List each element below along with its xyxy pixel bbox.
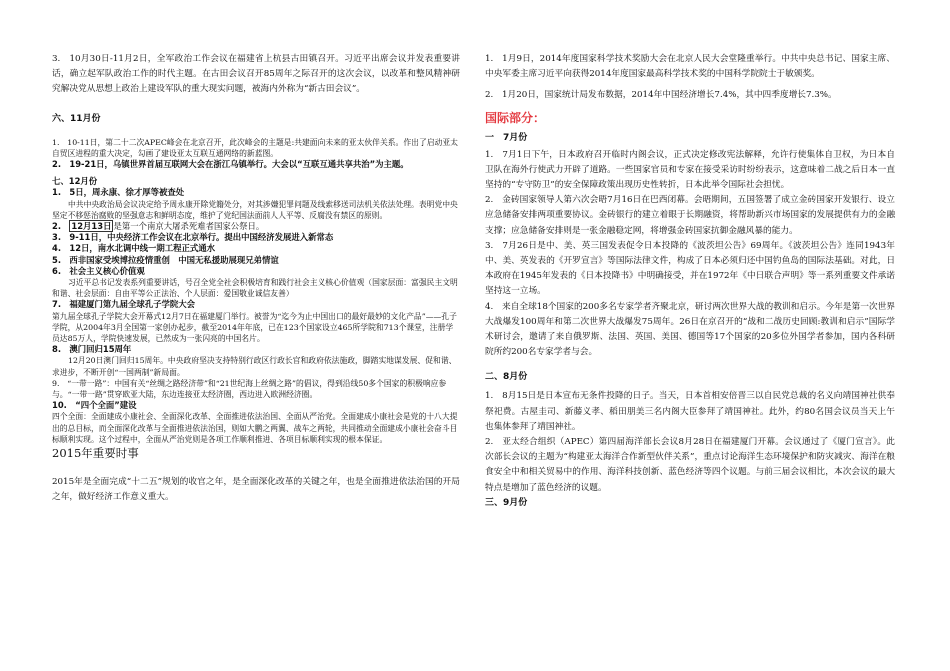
dec-item-2-date: 12月13日 xyxy=(71,221,112,232)
dec-item-4: 4. 12日，南水北调中线一期工程正式通水 xyxy=(52,243,216,254)
dec-item-10-title: 10. “四个全面”建设 xyxy=(52,400,137,411)
jul-item-1: 1. 7月1日下午，日本政府召开临时内阁会议，正式决定修改宪法解释，允许行使集体自卫权，为日本自卫队在海外行使武力开辟了道路。一些国家官员和专家在接受采访时纷纷表示，这意味着二战之后日本一直坚持的“专守防卫”的安全保障政策出现历史性转折，日本此举令国际社会担忧。 xyxy=(485,149,895,191)
left-column xyxy=(52,52,460,506)
nov-heading: 六、11月份 xyxy=(52,113,101,124)
dec-item-9: 9. “一带一路”：中国有关“丝绸之路经济带”和“21世纪海上丝绸之路”的倡议，得到沿线50多个国家的积极响应参与。“一带一路”贯穿欧亚大陆，东边连接亚太经济圈，西边进入欧洲经济圈。 xyxy=(52,378,447,400)
nov-item-1: 1. 10-11日，第二十二次APEC峰会在北京召开，此次峰会的主题是:共建面向未来的亚太伙伴关系。作出了启动亚太自贸区进程的重大决定，勾画了建设亚太互联互通网络的新蓝图。 xyxy=(52,137,458,158)
dec-item-7-title: 7. 福建厦门第九届全球孔子学院大会 xyxy=(52,299,196,310)
jan-item-1: 1. 1月9日，2014年度国家科学技术奖励大会在北京人民大会堂隆重举行。中共中央总书记、国家主席、中央军委主席习近平向获得2014年度国家最高科学技术奖的中国科学院院士于敏颁奖。 xyxy=(485,54,895,80)
jul-item-3: 3. 7月26日是中、美、英三国发表促令日本投降的《波茨坦公告》69周年。《波茨坦公告》连同1943年中、美、英发表的《开罗宣言》等国际法律文件，构成了日本必须归还中国钓鱼岛的国际法基础。对此，日本政府在1945年发表的《日本投降书》中明确接受，并在1972年《中日联合声明》等一系列重要文件承诺坚持这一立场。 xyxy=(485,240,895,297)
aug-item-2: 2. 亚太经合组织（APEC）第四届海洋部长会议8月28日在福建厦门开幕。会议通过了《厦门宣言》。此次部长会议的主题为“构建亚太海洋合作新型伙伴关系”，重点讨论海洋生态环境保护和防灾减灾、海洋在粮食安全中和相关贸易中的作用、海洋科技创新、蓝色经济等四个议题。与前三届会议相比，本次会议的最大特点是增加了蓝色经济的议题。 xyxy=(485,437,895,493)
dec-item-2-text: 是第一个南京大屠杀死难者国家公祭日。 xyxy=(113,221,265,232)
intl-heading: 国际部分： xyxy=(485,110,546,125)
aug-heading: 二、8月份 xyxy=(485,372,528,383)
jul-item-4: 4. 来自全球18个国家的200多名专家学者齐聚北京，研讨两次世界大战的教训和启示。今年是第一次世界大战爆发100周年和第二次世界大战爆发75周年。26日在京召开的“战和二战历史回顾:教训和启示”国际学术研讨会，邀请了来自俄罗斯、法国、英国、美国、德国等17个国家的20多位外国学者参加，国内各科研院所约200名专家学者与会。 xyxy=(485,301,895,358)
dec-item-8-text: 12月20日澳门回归15周年。中央政府坚决支持特别行政区行政长官和政府依法施政，脚踏实地谋发展、促和谐、求进步，不断开创“一国两制”新局面。 xyxy=(52,356,457,377)
nov-item-2: 2. 19-21日，乌镇世界首届互联网大会在浙江乌镇举行。大会以“互联互通共享共治”为主题。 xyxy=(52,159,409,170)
dec-item-2: 2. 12月13日 是第一个南京大屠杀死难者国家公祭日。 xyxy=(52,221,265,232)
dec-item-3: 3. 9-11日，中央经济工作会议在北京举行。提出中国经济发展进入新常态 xyxy=(52,232,334,243)
jan-item-2: 2. 1月20日，国家统计局发布数据，2014年中国经济增长7.4%，其中四季度增长7.3%。 xyxy=(485,90,837,101)
oct-item-3: 3. 10月30日-11月2日，全军政治工作会议在福建省上杭县古田镇召开。习近平出席会议并发表重要讲话，确立起军队政治工作的时代主题。在古田会议召开85周年之际召开的这次会议，以改革和整风精神研究解决党从思想上政治上建设军队的重大现实问题，被海内外称为“新古田会议”。 xyxy=(52,54,460,95)
dec-item-1-text: 中共中央政治局会议决定给予周永康开除党籍处分，对其涉嫌犯罪问题及线索移送司法机关依法处理。表明党中央坚定不移惩治腐败的坚强意志和鲜明态度，维护了党纪国法面前人人平等、反腐没有禁区的原则。 xyxy=(52,199,458,220)
aug-item-1: 1. 8月15日是日本宣布无条件投降的日子。当天，日本首相安倍晋三以自民党总裁的名义向靖国神社供奉祭祀费。古屋圭司、新藤义孝、稻田朋美三名内阁大臣参拜了靖国神社。此外，约80名国会议员当天上午也集体参拜了靖国神社。 xyxy=(485,391,895,432)
dec-item-7-text: 第九届全球孔子学院大会开幕式12月7日在福建厦门举行。被誉为“迄今为止中国出口的最好最妙的文化产品”——孔子学院，从2004年3月全国第一家创办起步，截至2014年年底，已在123个国家设立465所学院和713个课堂，注册学员达85万人，学院快速发展，已然成为一张闪亮的中国名片。 xyxy=(52,311,457,344)
dec-item-1-title: 1. 5日，周永康、徐才厚等被查处 xyxy=(52,187,185,198)
year-2015-text: 2015年是全面完成“十二五”规划的收官之年，是全面深化改革的关键之年，也是全面推进依法治国的开局之年，做好经济工作意义重大。 xyxy=(52,477,460,503)
dec-item-6-text: 习近平总书记发表系列重要讲话，号召全党全社会积极培育和践行社会主义核心价值观（国家层面：富强民主文明和谐、社会层面：自由平等公正法治、个人层面：爱国敬业诚信友善） xyxy=(52,278,458,299)
dec-heading: 七、12月份 xyxy=(52,176,98,187)
jul-heading: 一 7月份 xyxy=(485,132,528,143)
right-column xyxy=(485,52,895,511)
sep-heading: 三、9月份 xyxy=(485,497,528,508)
dec-item-6-title: 6. 社会主义核心价值观 xyxy=(52,265,145,276)
dec-item-8-title: 8. 澳门回归15周年 xyxy=(52,344,132,355)
dec-item-5: 5. 西非国家受埃博拉疫情重创 中国无私援助展现兄弟情谊 xyxy=(52,254,279,265)
year-2015-heading: 2015年重要时事 xyxy=(52,446,139,461)
dec-item-10-text: 四个全面：全面建成小康社会、全面深化改革、全面推进依法治国、全面从严治党。全面建成小康社会是党的十八大提出的总目标，而全面深化改革与全面推进依法治国，则如大鹏之两翼、战车之两轮，共同推动全面建成小康社会奋斗目标顺利实现。这个过程中，全面从严治党则是各项工作顺利推进、各项目标顺利实现的根本保证。 xyxy=(52,412,458,444)
jul-item-2: 2. 金砖国家领导人第六次会晤7月16日在巴西闭幕。会晤期间，五国签署了成立金砖国家开发银行、设立应急储备安排两项重要协议。金砖银行的建立着眼于长期融资，将帮助新兴市场国家的发展提供有力的金融支撑；应急储备安排则是一张金融稳定网，将增强金砖国家抗御金融风暴的能力。 xyxy=(485,195,895,236)
